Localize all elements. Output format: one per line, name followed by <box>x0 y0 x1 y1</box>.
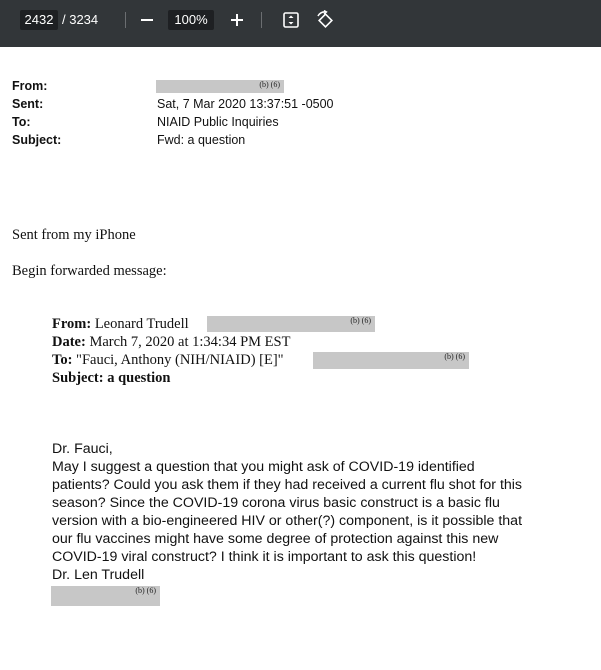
message-line: May I suggest a question that you might ask of COVID-19 identified <box>52 459 475 475</box>
fwd-from-line <box>52 316 189 333</box>
fwd-subject-value: a question <box>107 370 171 386</box>
rotate-icon <box>315 10 335 30</box>
sent-value: Sat, 7 Mar 2020 13:37:51 -0500 <box>157 97 334 111</box>
fit-page-icon <box>282 11 300 29</box>
fwd-from-label: From: <box>52 316 92 332</box>
fwd-subject-line <box>52 370 170 387</box>
toolbar-divider <box>125 12 126 28</box>
begin-forwarded: Begin forwarded message: <box>12 263 167 279</box>
to-value: NIAID Public Inquiries <box>157 115 279 129</box>
page-number-input[interactable]: 2432 <box>20 10 58 30</box>
fwd-date-line <box>52 334 290 351</box>
message-line: version with a bio-engineered HIV or other(?) component, is it possible that <box>52 513 523 529</box>
toolbar-divider <box>261 12 262 28</box>
sent-label: Sent: <box>12 97 44 111</box>
minus-icon <box>140 13 154 27</box>
sent-from-iphone: Sent from my iPhone <box>12 227 136 243</box>
to-label: To: <box>12 115 31 129</box>
fwd-to-label: To: <box>52 352 73 368</box>
redaction-box: (b) (6) <box>313 352 469 369</box>
plus-icon <box>230 13 244 27</box>
fwd-date-value: March 7, 2020 at 1:34:34 PM EST <box>89 334 291 350</box>
fwd-to-value: "Fauci, Anthony (NIH/NIAID) [E]" <box>76 352 284 368</box>
from-label: From: <box>12 79 48 93</box>
zoom-out-button[interactable] <box>135 8 159 32</box>
fwd-subject-label: Subject: <box>52 370 104 386</box>
signature-name: Dr. Len Trudell <box>52 567 145 583</box>
subject-label: Subject: <box>12 133 62 147</box>
message-line: our flu vaccines might have some degree of protection against this new <box>52 531 499 547</box>
document-page <box>0 47 601 670</box>
message-line: patients? Could you ask them if they had received a current flu shot for this <box>52 477 523 493</box>
redaction-box: (b) (6) <box>207 316 375 332</box>
page-total: / 3234 <box>62 12 99 27</box>
pdf-toolbar <box>0 0 601 47</box>
message-line: COVID-19 viral construct? I think it is important to ask this question! <box>52 549 477 565</box>
subject-value: Fwd: a question <box>157 133 246 147</box>
fwd-to-line <box>52 352 284 369</box>
message-line: season? Since the COVID-19 corona virus basic construct is a basic flu <box>52 495 500 511</box>
fit-page-button[interactable] <box>279 8 303 32</box>
fwd-date-label: Date: <box>52 334 86 350</box>
message-line: Dr. Fauci, <box>52 441 113 457</box>
zoom-in-button[interactable] <box>225 8 249 32</box>
rotate-button[interactable] <box>313 8 337 32</box>
zoom-level-input[interactable]: 100% <box>168 10 214 30</box>
fwd-from-value: Leonard Trudell <box>94 316 189 332</box>
redaction-box: (b) (6) <box>51 586 160 606</box>
redaction-box: (b) (6) <box>156 80 284 93</box>
